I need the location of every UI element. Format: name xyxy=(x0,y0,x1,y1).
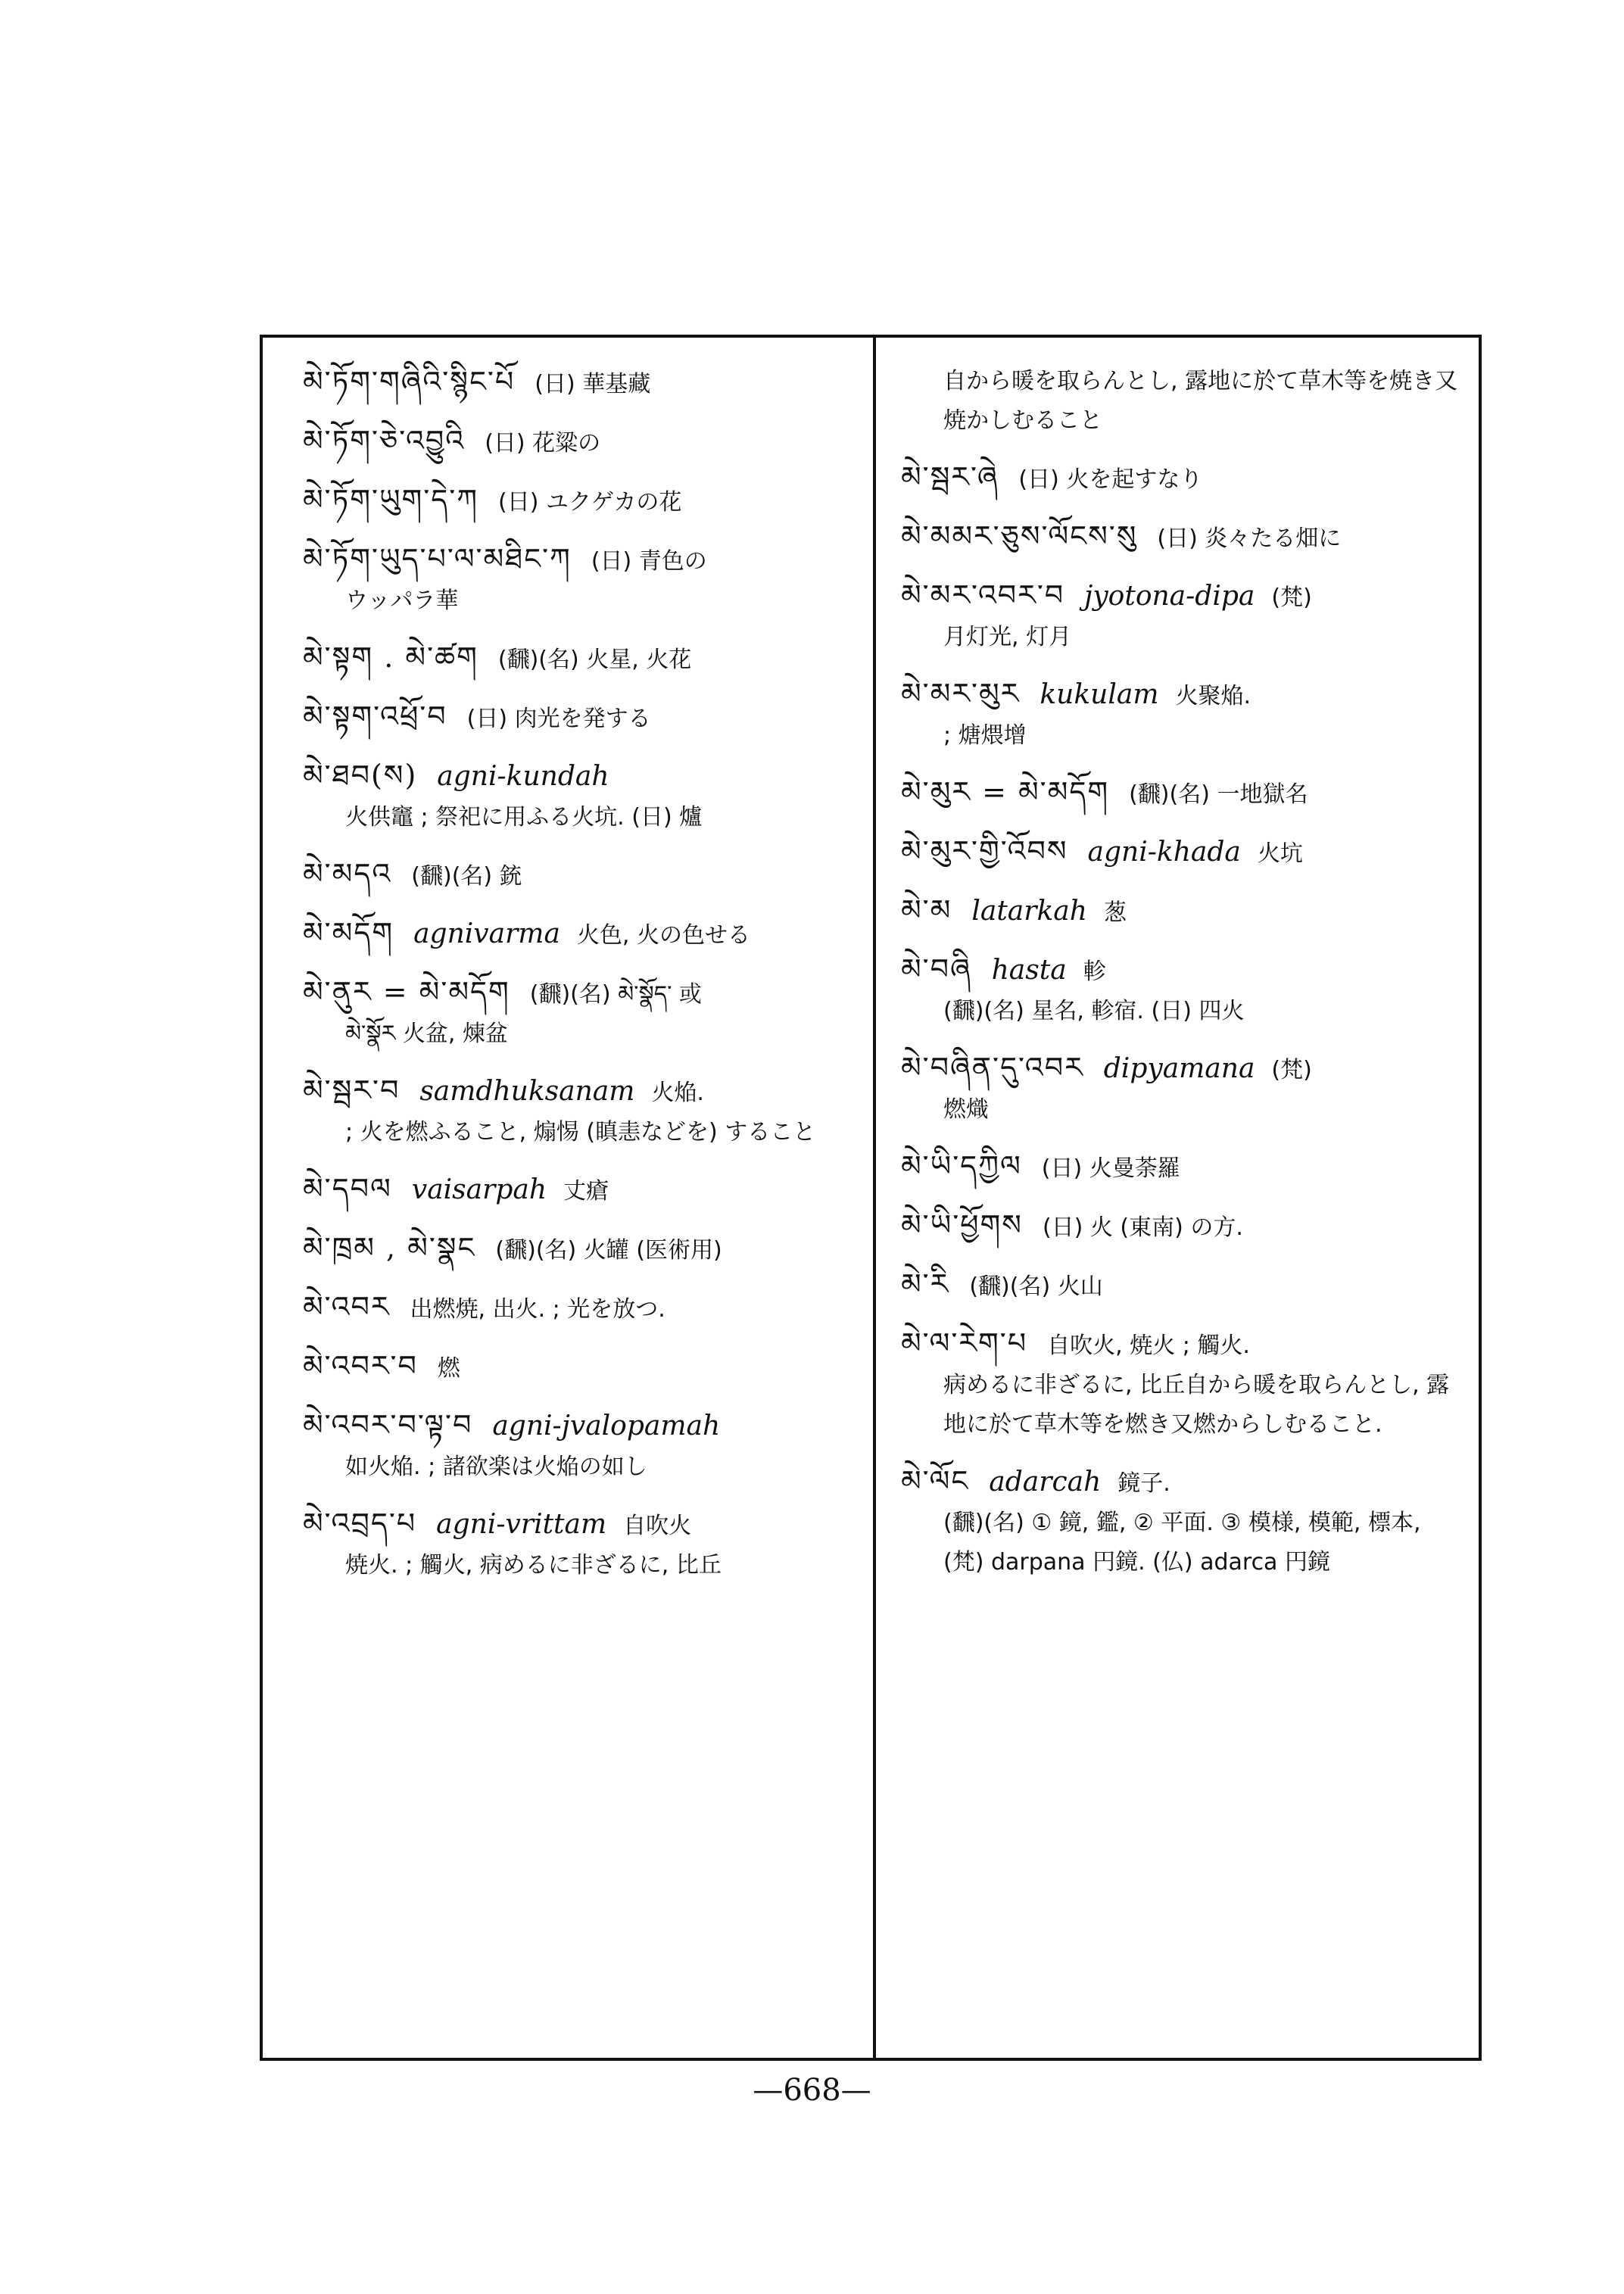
japanese-definition: (飜)(名) 銃 xyxy=(411,863,522,890)
entry-headline xyxy=(901,674,1461,716)
sanskrit-equivalent: dipyamana xyxy=(1103,1053,1255,1084)
entry-headline xyxy=(901,772,1461,815)
tibetan-headword: མེ་མདའ xyxy=(303,857,392,890)
japanese-definition: (日) 華基藏 xyxy=(535,371,651,397)
dictionary-entry xyxy=(303,480,856,522)
tibetan-headword: མེ་ཡི་དཀྱིལ xyxy=(901,1149,1022,1183)
dictionary-entry xyxy=(901,1461,1461,1582)
tibetan-headword: མེ་འབྲད་པ xyxy=(303,1507,417,1540)
tibetan-headword: མེ་ཡི་ཕྱོགས xyxy=(901,1208,1023,1242)
japanese-definition: 自吹火 xyxy=(623,1513,692,1539)
dictionary-entry xyxy=(303,637,856,680)
dictionary-entry xyxy=(303,1346,856,1389)
japanese-definition: (日) 火 (東南) の方. xyxy=(1042,1214,1243,1241)
entry-headline xyxy=(901,516,1461,559)
tibetan-headword: མེ་སྦར་བ xyxy=(303,1074,401,1107)
japanese-definition: 火坑 xyxy=(1257,840,1303,867)
dictionary-entry xyxy=(303,1071,856,1152)
entry-headline xyxy=(303,1346,856,1389)
dictionary-entry xyxy=(303,421,856,463)
entry-headline xyxy=(901,1205,1461,1248)
entry-continuation: (飜)(名) ① 鏡, 鑑, ② 平面. ③ 模様, 模範, 標本, (梵) darpana 円鏡. (仏) adarca 円鏡 xyxy=(943,1510,1421,1576)
sanskrit-equivalent: jyotona-dipa xyxy=(1084,581,1255,612)
dictionary-entry xyxy=(303,697,856,739)
dictionary-entry xyxy=(303,1169,856,1211)
tibetan-headword: མེ་བཞིན་དུ་འབར xyxy=(901,1051,1084,1084)
sanskrit-equivalent: vaisarpah xyxy=(411,1174,547,1205)
entry-continuation: ; 煻煨增 xyxy=(943,722,1027,749)
japanese-definition: (梵) xyxy=(1271,584,1312,611)
tibetan-headword: མེ་ཏོག་ཡུད་པ་ལ་མཐིང་ཀ xyxy=(303,542,572,575)
dictionary-entry xyxy=(303,362,856,404)
japanese-definition: 出燃焼, 出火. ; 光を放つ. xyxy=(410,1296,665,1323)
tibetan-headword: མེ་སྟག་འཕྲོ་བ xyxy=(303,700,447,733)
tibetan-headword: མེ་མུར་གྱི་འོབས xyxy=(901,834,1068,868)
dictionary-entry xyxy=(303,913,856,955)
entry-headline xyxy=(303,362,856,404)
entry-continuation: 月灯光, 灯月 xyxy=(943,624,1072,650)
dictionary-entry xyxy=(303,854,856,896)
entry-headline xyxy=(303,539,856,581)
tibetan-headword: མེ་དབལ xyxy=(303,1172,392,1205)
entry-headline xyxy=(303,854,856,896)
column-divider xyxy=(873,335,876,2061)
tibetan-headword: མེ་ནུར = མེ་མདོག xyxy=(303,975,510,1008)
entry-continuation: ; 火を燃ふること, 煽惕 (瞋恚などを) すること xyxy=(345,1119,816,1145)
right-column xyxy=(901,362,1461,1599)
japanese-definition: (日) 花粱の xyxy=(485,430,601,457)
tibetan-headword: མེ་བཞི xyxy=(901,952,972,986)
entry-headline xyxy=(303,913,856,955)
entry-headline xyxy=(303,697,856,739)
japanese-definition: (飜)(名) 火山 xyxy=(969,1273,1103,1300)
entry-continuation: (飜)(名) 星名, 軫宿. (日) 四火 xyxy=(943,998,1245,1024)
entry-headline xyxy=(303,1504,856,1546)
sanskrit-equivalent: kukulam xyxy=(1040,679,1159,710)
japanese-definition: (梵) xyxy=(1271,1057,1312,1083)
entry-continuation: 火供竈 ; 祭祀に用ふる火坑. (日) 爐 xyxy=(345,804,703,831)
entry-headline xyxy=(303,1228,856,1270)
japanese-definition: 火色, 火の色せる xyxy=(576,922,750,949)
sanskrit-equivalent: samdhuksanam xyxy=(419,1076,635,1107)
entry-headline xyxy=(901,949,1461,992)
dictionary-entry xyxy=(901,674,1461,756)
entry-continuation: 燃熾 xyxy=(943,1096,989,1123)
dictionary-entry xyxy=(901,949,1461,1031)
entry-headline xyxy=(901,575,1461,618)
entry-headline xyxy=(901,1048,1461,1090)
tibetan-headword: མེ་འབར་བ xyxy=(303,1349,418,1382)
dictionary-entry xyxy=(901,772,1461,815)
japanese-definition: (飜)(名) 火星, 火花 xyxy=(497,647,692,673)
entry-headline xyxy=(303,972,856,1015)
japanese-definition: 鏡子. xyxy=(1117,1470,1170,1497)
japanese-definition: 丈瘡 xyxy=(563,1178,609,1205)
japanese-definition: (日) 火曼荼羅 xyxy=(1041,1155,1180,1182)
japanese-definition: 燃 xyxy=(437,1355,460,1382)
entry-headline xyxy=(303,637,856,680)
left-column xyxy=(303,362,856,1602)
entry-headline xyxy=(303,480,856,522)
entry-continuation: ウッパラ華 xyxy=(345,588,459,614)
entry-headline xyxy=(901,1264,1461,1307)
tibetan-headword: མེ་ཁྲམ , མེ་སྣང xyxy=(303,1231,476,1264)
dictionary-entry xyxy=(303,1287,856,1329)
dictionary-entry xyxy=(303,539,856,621)
entry-headline xyxy=(303,421,856,463)
entry-headline xyxy=(901,1323,1461,1366)
japanese-definition: (飜)(名) 一地獄名 xyxy=(1129,781,1308,808)
tibetan-headword: མེ་མམར་ཅུས་ལོངས་སུ xyxy=(901,519,1138,553)
entry-headline xyxy=(901,1461,1461,1504)
dictionary-entry xyxy=(303,1504,856,1585)
japanese-definition: (飜)(名) མེ་སྣོད་ 或 xyxy=(529,981,702,1008)
tibetan-headword: མེ་མདོག xyxy=(303,916,394,949)
tibetan-headword: མེ་ལ་རེག་པ xyxy=(901,1326,1028,1360)
tibetan-headword: མེ་ཏོག་ཅེ་འབྱུའི xyxy=(303,424,466,457)
tibetan-headword: མེ་མུར = མེ་མདོག xyxy=(901,775,1110,809)
entry-continuation: 病めるに非ざるに, 比丘自から暖を取らんとし, 露地に於て草木等を燃き又燃からしむること. xyxy=(943,1372,1450,1438)
page-number: —668— xyxy=(753,2073,871,2108)
japanese-definition: 火焔. xyxy=(651,1080,704,1106)
tibetan-headword: མེ་སྟག . མེ་ཚག xyxy=(303,641,478,674)
japanese-definition: 自吹火, 焼火 ; 觸火. xyxy=(1047,1332,1250,1359)
japanese-definition: (日) 青色の xyxy=(591,548,707,575)
japanese-definition: 軫 xyxy=(1083,958,1106,985)
dictionary-entry xyxy=(303,1405,856,1487)
dictionary-entry xyxy=(901,1264,1461,1307)
entry-continuation: 自から暖を取らんとし, 露地に於て草木等を焼き又焼かしむること xyxy=(943,368,1458,434)
japanese-definition: (日) 火を起すなり xyxy=(1018,466,1203,493)
dictionary-entry xyxy=(901,1146,1461,1189)
entry-continuation: 焼火. ; 觸火, 病めるに非ざるに, 比丘 xyxy=(345,1552,722,1579)
japanese-definition: (飜)(名) 火罐 (医術用) xyxy=(495,1237,722,1264)
sanskrit-equivalent: hasta xyxy=(991,955,1067,986)
tibetan-headword: མེ་ཐབ(ས) xyxy=(303,759,418,792)
tibetan-headword: མེ་མ xyxy=(901,893,952,927)
sanskrit-equivalent: latarkah xyxy=(971,896,1087,927)
sanskrit-equivalent: adarcah xyxy=(989,1466,1102,1498)
dictionary-entry xyxy=(303,1228,856,1270)
tibetan-headword: མེ་མར་མུར xyxy=(901,677,1021,710)
sanskrit-equivalent: agni-kundah xyxy=(437,761,609,792)
sanskrit-equivalent: agni-khada xyxy=(1087,837,1241,868)
dictionary-entry xyxy=(901,890,1461,933)
tibetan-headword: མེ་འབར xyxy=(303,1290,391,1323)
entry-headline xyxy=(303,1405,856,1448)
dictionary-entry xyxy=(901,1205,1461,1248)
tibetan-headword: མེ་འབར་བ་ལྟ་བ xyxy=(303,1408,473,1442)
entry-continuation: མེ་སྣོར 火盆, 煉盆 xyxy=(345,1021,508,1047)
japanese-definition: 火聚焔. xyxy=(1175,683,1252,709)
entry-headline xyxy=(303,1169,856,1211)
dictionary-entry xyxy=(303,972,856,1054)
entry-headline xyxy=(901,890,1461,933)
entry-headline xyxy=(303,756,856,798)
dictionary-entry xyxy=(901,362,1461,441)
japanese-definition: (日) 炎々たる畑に xyxy=(1157,525,1342,552)
dictionary-entry xyxy=(901,1048,1461,1130)
dictionary-entry xyxy=(901,831,1461,874)
sanskrit-equivalent: agni-jvalopamah xyxy=(492,1410,721,1442)
entry-headline xyxy=(901,1146,1461,1189)
dictionary-entry xyxy=(901,1323,1461,1445)
sanskrit-equivalent: agni-vrittam xyxy=(436,1509,607,1540)
japanese-definition: (日) ユクゲカの花 xyxy=(498,489,682,516)
entry-headline xyxy=(901,831,1461,874)
entry-headline xyxy=(303,1071,856,1113)
sanskrit-equivalent: agnivarma xyxy=(413,918,560,949)
tibetan-headword: མེ་ལོང xyxy=(901,1464,970,1498)
tibetan-headword: མེ་མར་འབར་བ xyxy=(901,578,1065,612)
tibetan-headword: མེ་ཏོག་ཡུག་དེ་ཀ xyxy=(303,483,478,516)
japanese-definition: 葱 xyxy=(1103,899,1127,926)
tibetan-headword: མེ་ཏོག་གཞིའི་སྙིང་པོ xyxy=(303,365,516,398)
dictionary-entry xyxy=(901,575,1461,657)
dictionary-entry xyxy=(303,756,856,837)
tibetan-headword: མེ་སྦར་ཞེ xyxy=(901,460,999,494)
entry-headline xyxy=(303,1287,856,1329)
entry-continuation: 如火焔. ; 諸欲楽は火焔の如し xyxy=(345,1454,647,1480)
japanese-definition: (日) 肉光を発する xyxy=(466,706,651,732)
tibetan-headword: མེ་རི xyxy=(901,1267,950,1301)
entry-headline xyxy=(901,457,1461,500)
dictionary-entry xyxy=(901,516,1461,559)
dictionary-entry xyxy=(901,457,1461,500)
